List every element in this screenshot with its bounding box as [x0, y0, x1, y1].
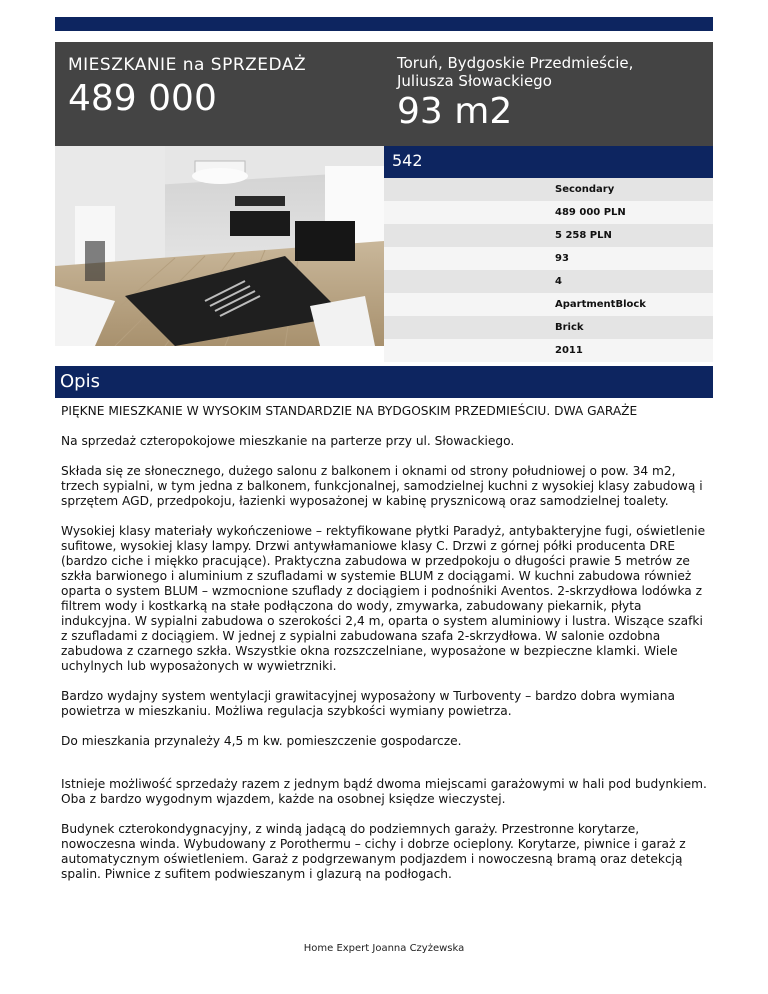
listing-header: [55, 42, 713, 146]
listing-area: 93 m2: [397, 91, 513, 132]
listing-id-bar: [384, 146, 713, 178]
spec-market: Secondary: [384, 178, 713, 201]
description-paragraph: Bardzo wydajny system wentylacji grawitacyjnej wyposażony w Turboventy – bardzo dobra wymiana powietrza w mieszkaniu. Możliwa regulacja szybkości wymiany powietrza.: [61, 689, 675, 718]
specs-table: [384, 178, 713, 362]
top-accent-strip: [55, 17, 713, 31]
listing-location: Toruń, Bydgoskie Przedmieście, Juliusza Słowackiego: [397, 54, 634, 90]
description-heading-bar: [55, 366, 713, 398]
spec-area: 93: [384, 247, 713, 270]
description-paragraph: Na sprzedaż czteropokojowe mieszkanie na parterze przy ul. Słowackiego.: [61, 434, 515, 448]
listing-price: 489 000: [68, 78, 217, 119]
listing-type: MIESZKANIE na SPRZEDAŻ: [68, 55, 307, 75]
spec-price-per-m2: 5 258 PLN: [384, 224, 713, 247]
spec-price: 489 000 PLN: [384, 201, 713, 224]
spec-building-type: ApartmentBlock: [384, 293, 713, 316]
apartment-photo: [55, 146, 384, 346]
footer-agency: Home Expert Joanna Czyżewska: [303, 943, 465, 954]
description-paragraph: Istnieje możliwość sprzedaży razem z jednym bądź dwoma miejscami garażowymi w hali pod budynkiem. Oba z bardzo wygodnym wjazdem, każde na osobnej księdze wieczystej.: [61, 777, 707, 806]
description-paragraph: PIĘKNE MIESZKANIE W WYSOKIM STANDARDZIE NA BYDGOSKIM PRZEDMIEŚCIU. DWA GARAŻE: [61, 404, 638, 418]
description-paragraph: Składa się ze słonecznego, dużego salonu z balkonem i oknami od strony południowej o pow. 34 m2, trzech sypialni, w tym jedna z balkonem, funkcjonalnej, samodzielnej kuchni z wysokiej klasy zabudową i sprzętem AGD, przedpokoju, łazienki wyposażonej w kabinę prysznicową oraz samodzielnej toalety.: [61, 464, 703, 508]
description-heading: Opis: [60, 371, 100, 392]
header-right: [397, 54, 667, 132]
spec-year: 2011: [384, 339, 713, 362]
spec-material: Brick: [384, 316, 713, 339]
header-left: [68, 54, 306, 120]
living-room-image: [55, 146, 384, 346]
description-paragraph: Do mieszkania przynależy 4,5 m kw. pomieszczenie gospodarcze.: [61, 734, 462, 748]
listing-id: 542: [392, 151, 423, 170]
description-body: [61, 404, 711, 897]
description-paragraph: Budynek czterokondygnacyjny, z windą jadącą do podziemnych garaży. Przestronne korytarze, nowoczesna winda. Wybudowany z Porothermu – cichy i dobrze ocieplony. Korytarze, piwnice i garaż z automatycznym oświetleniem. Garaż z podgrzewanym podjazdem i nowoczesną bramą oraz detekcją spalin. Piwnice z sufitem podwieszanym i glazurą na podłogach.: [61, 822, 686, 881]
description-paragraph: Wysokiej klasy materiały wykończeniowe – rektyfikowane płytki Paradyż, antybakteryjne fugi, oświetlenie sufitowe, wysokiej klasy lampy. Drzwi antywłamaniowe klasy C. Drzwi z górnej półki producenta DRE (bardzo ciche i miękko pracujące). Praktyczna zabudowa w przedpokoju o długości prawie 5 metrów ze szkła barwionego i aluminium z szufladami w systemie BLUM z dociągami. W kuchni zabudowa również oparta o system BLUM – wzmocnione szuflady z dociągiem i podnośniki Aventos. 2-skrzydłowa lodówka z filtrem wody i kostkarką na stałe podłączona do wody, zmywarka, zabudowany piekarnik, płyta indukcyjna. W sypialni zabudowa o szerokości 2,4 m, oparta o system aluminiowy i lustra. Wiszące szafki z szufladami z dociągiem. W jednej z sypialni zabudowana szafa 2-skrzydłowa. W salonie ozdobna zabudowa z czarnego szkła. Wszystkie okna rozszczelniane, wyposażone w bezpieczne klamki. Wiele uchylnych lub wyposażonych w wywietrzniki.: [61, 524, 706, 673]
spec-rooms: 4: [384, 270, 713, 293]
